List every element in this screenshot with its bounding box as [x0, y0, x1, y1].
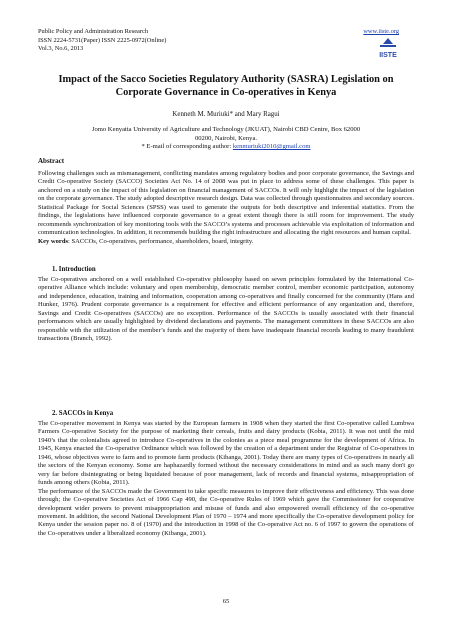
- saccos-body: [38, 420, 414, 538]
- page-number: 65: [222, 598, 230, 605]
- section-heading-introduction: 1. Introduction: [52, 266, 96, 273]
- affiliation-line-2: 00200, Nairobi, Kenya.: [194, 134, 258, 142]
- abstract-text: Following challenges such as mismanagement, conflicting mandates among regulatory bodies and poor corporate governance, the Savings and Credit Co-operative Society (SACCO) Societies Act No. 14 of 2008 was put in place to address some of these challenges. This paper is anchored on a study on the impact of this legislation on financial management of SACCOs. It will only highlight the impact of the legislation on the corporate governance. The study adopted descriptive research design. Data was collected through questionnaires and secondary sources. Statistical Package for Social Sciences (SPSS) was used to generate the outputs for both descriptive and inferential statistics. From the findings, the legislations have influenced corporate governance to a great extent though there is still room for improvement. The study recommends synchronization of key monitoring tools with the SACCO’s systems and processes achievable via exploitation of information and communication technologies. In addition, it recommends building the right infrastructure and allocating the right resources and human capital.: [38, 170, 414, 237]
- journal-url-link[interactable]: www.iiste.org: [363, 28, 399, 35]
- author-affiliation: [60, 126, 392, 152]
- saccos-paragraph-1: The Co-operative movement in Kenya was started by the European farmers in 1908 when they started the first Co-operative called Lumbwa Farmers Co-operative Society for the purpose of marketing their cereals, fruits and dairy products (Kobia, 2011). It was not until the mid 1940’s that the colonialists agreed to introduce Co-operatives in the colonies as a piece meal programme for the development of Africa. In 1945, Kenya enacted the Co-operative Ordinance which was followed by the creation of a department under the Registrar of Co-operatives in 1946, whose objectives were to farm and to promote farm products (Kibanga, 2001). Today there are many types of Co-operatives in nearly all the sectors of the Kenyan economy. Some are haphazardly formed without the necessary considerations in mind and as such many don't go very far before disintegrating or being liquidated because of poor management, lack of records and financial systems, misappropriation of funds among others (Kobia, 2011).: [38, 420, 414, 487]
- abstract-heading: Abstract: [38, 157, 65, 165]
- keywords-label: Key words: [38, 237, 69, 245]
- journal-volume: Vol.3, No.6, 2013: [38, 45, 84, 53]
- section-heading-saccos-in-kenya: 2. SACCOs in Kenya: [52, 410, 114, 417]
- paper-authors: Kenneth M. Muriuki* and Mary Ragui: [172, 111, 280, 118]
- introduction-paragraph: The Co-operatives anchored on a well established Co-operative philosophy based on seven principles formulated by the International Co-operative Alliance which include: voluntary and open membership, democratic member control, member economic participation, autonomy and independence, education, training and information, cooperation among co-operatives and finally concerned for the community (Hans and Hunker, 1976). Prudent corporate governance is a requirement for effective and efficient performance of any organization and, therefore, Savings and Credit Co-operatives (SACCOs) are no exception. Performance of the SACCOs is usually associated with their financial performances which are usually highlighted by dividend declarations and payments. The management committees in these SACCOs are also responsible with the utilization of the member’s funds and the majority of them have inadequate financial records leading to many fraudulent transactions (Branch, 1992).: [38, 276, 414, 343]
- journal-issn: ISSN 2224-5731(Paper) ISSN 2225-0972(Online): [38, 36, 167, 44]
- email-label: * E-mail of corresponding author:: [141, 143, 233, 151]
- saccos-paragraph-2: The performance of the SACCOs made the Government to take specific measures to improve their effectiveness and efficiency. This was done through; the Co-operative Societies Act of 1966 Cap 490, the Co-operative Rules of 1969 which gave the Commissioner for cooperative development wider powers to prevent misappropriation and misuse of funds and also empowered overall efficiency of the co-operative movement. In addition, the second National Development Plan of 1970 – 1974 and more specifically the Co-operative development policy for Kenya under the session paper no. 8 of (1970) and the introduction in 1998 of the Co-operative Act no. 6 of 1997 to govern the operations of the Co-operatives under a liberalized economy (Kibanga, 2001).: [38, 487, 414, 537]
- keywords-list: : SACCOs, Co-operatives, performance, shareholders, board, integrity.: [68, 237, 254, 245]
- corresponding-email: [60, 143, 392, 152]
- iiste-logo: [377, 37, 399, 61]
- logo-text: IISTE: [379, 52, 397, 59]
- journal-header: [38, 28, 166, 54]
- email-link[interactable]: kenmuriuki2010@gmail.com: [232, 143, 311, 151]
- affiliation-line-1: Jomo Kenyatta University of Agriculture and Technology (JKUAT), Nairobi CBD Centre, Box 62000: [91, 126, 361, 133]
- paper-title: Impact of the Sacco Societies Regulatory Authority (SASRA) Legislation on Corporate Governance in Co-operatives in Kenya: [58, 74, 394, 98]
- abstract-body: [38, 170, 414, 246]
- introduction-body: [38, 276, 414, 344]
- journal-name: Public Policy and Administration Research: [38, 28, 149, 35]
- keywords: [38, 238, 414, 246]
